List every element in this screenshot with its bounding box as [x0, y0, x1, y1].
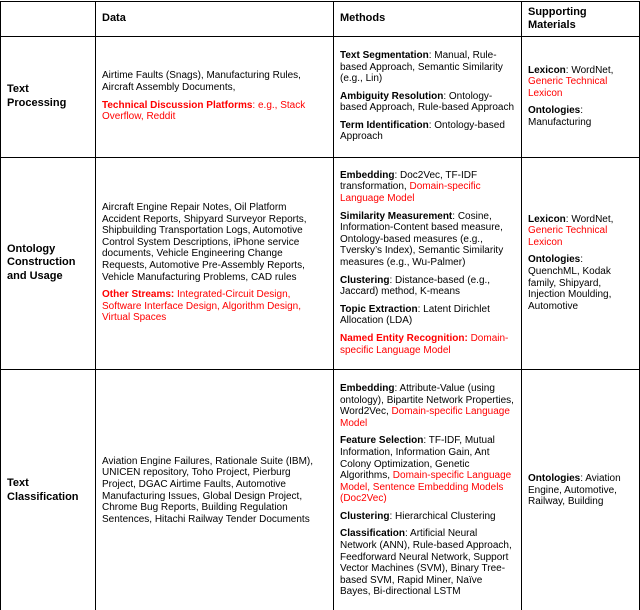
text-segment: : WordNet, [565, 213, 614, 225]
paragraph [102, 289, 327, 324]
cell-supporting [522, 157, 640, 369]
table-row [1, 36, 640, 157]
text-segment: : Attribute-Value (using ontology), Bipartite Network Properties, Word2Vec, [340, 382, 514, 418]
highlighted-text: : e.g., Stack Overflow, Reddit [102, 99, 306, 123]
paragraph [528, 214, 633, 249]
column-header-empty [1, 2, 96, 37]
paragraph [340, 304, 515, 327]
text-segment: Feature Selection [340, 435, 424, 447]
paragraph [102, 202, 327, 283]
text-segment: : TF-IDF, Mutual Information, Information Gain, Ant Colony Optimization, Genetic Algorithms, [340, 435, 495, 482]
paragraph [340, 333, 515, 356]
text-segment: Topic Extraction [340, 303, 418, 315]
row-label: Text Classification [1, 369, 96, 610]
text-segment: : Cosine, Information-Content based measure, Ontology-based measures (e.g., Tversky’s Index), Semantic Similarity measures (e.g., Wu-Palmer) [340, 210, 504, 268]
paragraph [528, 65, 633, 100]
text-segment: Ambiguity Resolution [340, 90, 444, 102]
text-segment: Ontologies [528, 473, 581, 485]
highlighted-text: Generic Technical Lexicon [528, 76, 608, 99]
text-segment: Lexicon [528, 213, 566, 225]
text-segment: : Latent Dirichlet Allocation (LDA) [340, 303, 490, 327]
cell-methods [334, 369, 522, 610]
cell-data [96, 157, 334, 369]
paragraph [340, 170, 515, 205]
text-segment: Text Segmentation [340, 49, 429, 61]
paragraph [340, 211, 515, 269]
text-segment: : Doc2Vec, TF-IDF transformation, [340, 169, 478, 193]
table-header-row [1, 2, 640, 37]
highlighted-text: Domain-specific Language Model [340, 181, 481, 205]
text-segment: Ontologies [528, 105, 581, 117]
row-label: Text Processing [1, 36, 96, 157]
table-body [1, 36, 640, 610]
cell-supporting [522, 369, 640, 610]
paragraph [528, 254, 633, 312]
text-segment: : Ontology-based Approach [340, 119, 505, 143]
paragraph [340, 528, 515, 598]
text-segment: Ontologies [528, 254, 581, 266]
text-segment: Aircraft Engine Repair Notes, Oil Platform Accident Reports, Shipyard Surveyor Reports, Shipbuilding Transportation Logs, Automotive Control System Descriptions, iPhone service documents, Vehicle Engineering Change Requests, Automotive Pre-Assembly Reports, Vehicle Manufacturing Problems, CAD rules [102, 202, 307, 283]
paragraph [528, 105, 633, 128]
paragraph [102, 456, 327, 526]
text-segment: : Aviation Engine, Automotive, Railway, Building [528, 473, 621, 508]
cell-supporting [522, 36, 640, 157]
paragraph [340, 120, 515, 143]
text-segment: : Hierarchical Clustering [389, 510, 496, 522]
paper-table [0, 1, 640, 610]
paragraph [102, 100, 327, 123]
text-segment: Lexicon [528, 64, 566, 76]
text-segment: Classification [340, 528, 406, 540]
paragraph [340, 435, 515, 505]
highlighted-text: Named Entity Recognition: [340, 332, 468, 344]
highlighted-text: Domain-specific Language Model, Sentence Embedding Models (Doc2Vec) [340, 470, 512, 505]
text-segment: : Manufacturing [528, 105, 592, 128]
highlighted-text: Domain-specific Language Model [340, 332, 509, 356]
highlighted-text: Generic Technical Lexicon [528, 225, 608, 248]
column-header-methods: Methods [334, 2, 522, 37]
paragraph [340, 275, 515, 298]
cell-data [96, 36, 334, 157]
text-segment: : Artificial Neural Network (ANN), Rule-based Approach, Feedforward Neural Network, Support Vector Machines (SVM), Binary Tree-based SVM, Rapid Miner, Naïve Bayes, Bi-directional LSTM [340, 528, 512, 598]
paragraph [340, 383, 515, 429]
table-row [1, 369, 640, 610]
paragraph [340, 511, 515, 523]
text-segment: : Ontology-based Approach, Rule-based Approach [340, 90, 515, 114]
text-segment: Similarity Measurement [340, 210, 453, 222]
cell-methods [334, 157, 522, 369]
text-segment: Term Identification [340, 119, 429, 131]
column-header-data: Data [96, 2, 334, 37]
text-segment: : WordNet, [565, 64, 614, 76]
paragraph [340, 50, 515, 85]
cell-data [96, 369, 334, 610]
highlighted-text: Domain-specific Language Model [340, 406, 510, 429]
highlighted-text: Integrated-Circuit Design, Software Interface Design, Algorithm Design, Virtual Spaces [102, 289, 301, 324]
column-header-supporting-materials: Supporting Materials [522, 2, 640, 37]
cell-methods [334, 36, 522, 157]
highlighted-text: Technical Discussion Platforms [102, 99, 253, 111]
row-label: Ontology Construction and Usage [1, 157, 96, 369]
table-row [1, 157, 640, 369]
text-segment: : QuenchML, Kodak family, Shipyard, Injection Moulding, Automotive [528, 254, 612, 312]
text-segment: Embedding [340, 382, 395, 394]
paragraph [340, 91, 515, 114]
text-segment: Clustering [340, 510, 390, 522]
text-segment: : Manual, Rule-based Approach, Semantic Similarity (e.g., Lin) [340, 49, 503, 85]
text-segment: : Distance-based (e.g., Jaccard) method, K-means [340, 274, 491, 298]
text-segment: Airtime Faults (Snags), Manufacturing Rules, Aircraft Assembly Documents, [102, 70, 301, 93]
text-segment: Embedding [340, 169, 395, 181]
paragraph [102, 70, 327, 93]
text-segment: Clustering [340, 274, 390, 286]
text-segment: Aviation Engine Failures, Rationale Suite (IBM), UNICEN repository, Toho Project, Pierburg Project, DGAC Airtime Faults, Automotive Manufacturing Issues, Global Design Project, Chrome Bug Reports, Building Regulation Sentences, Hitachi Railway Tender Documents [102, 455, 314, 525]
paragraph [528, 473, 633, 508]
highlighted-text: Other Streams: [102, 289, 175, 301]
